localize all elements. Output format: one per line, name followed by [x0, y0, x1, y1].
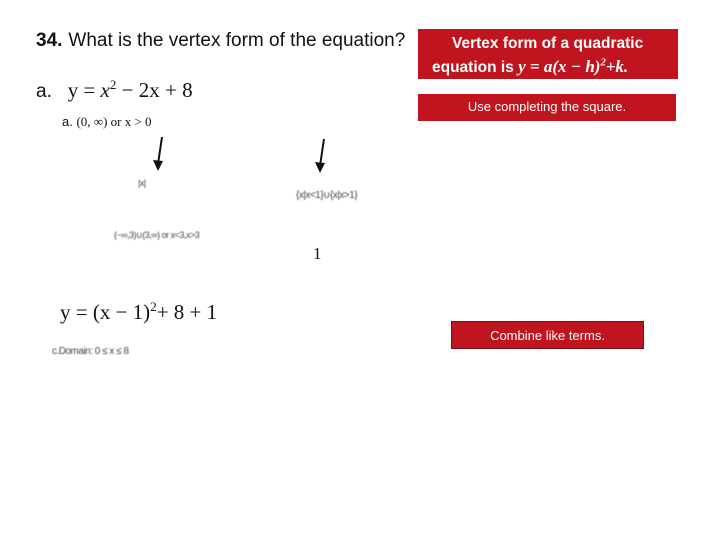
equation-a-expression: $y = x^2 - 2x + 8$: [67, 77, 193, 102]
question-number: 34.: [36, 30, 63, 51]
down-arrow-icon: [312, 138, 332, 174]
down-arrow-icon: [150, 136, 170, 172]
question-text: What is the vertex form of the equation?: [68, 30, 406, 51]
item-a-label: a.: [36, 81, 52, 102]
vertex-form-step: $y = (x - 1)^2+ 8 + 1$: [60, 299, 218, 324]
vertex-box-line2: equation is $y = a(x - h)^2+k$.: [432, 57, 629, 76]
domain-answer-a: [62, 114, 152, 130]
number-one: 1: [313, 244, 322, 263]
blurred-text-2: {x|x<1}∪{x|x>1}: [296, 190, 358, 201]
sub-a-text: (0, ∞) or x > 0: [76, 114, 152, 129]
equation-a: [36, 78, 193, 103]
vertex-formula: $y = a(x - h)^2+k$.: [518, 57, 629, 76]
sub-a-label: a.: [62, 114, 73, 129]
blurred-text-3: (−∞,3)∪(3,∞) or x<3,x>3: [114, 230, 200, 240]
blurred-text-1: |x|: [138, 178, 146, 188]
completing-square-callout: Use completing the square.: [418, 94, 676, 121]
vertex-box-line1: Vertex form of a quadratic: [452, 35, 644, 52]
question-34: [36, 30, 405, 52]
combine-terms-callout: Combine like terms.: [451, 321, 644, 349]
blurred-text-4: c.Domain: 0 ≤ x ≤ 8: [52, 346, 129, 357]
vertex-form-box: [418, 29, 678, 79]
